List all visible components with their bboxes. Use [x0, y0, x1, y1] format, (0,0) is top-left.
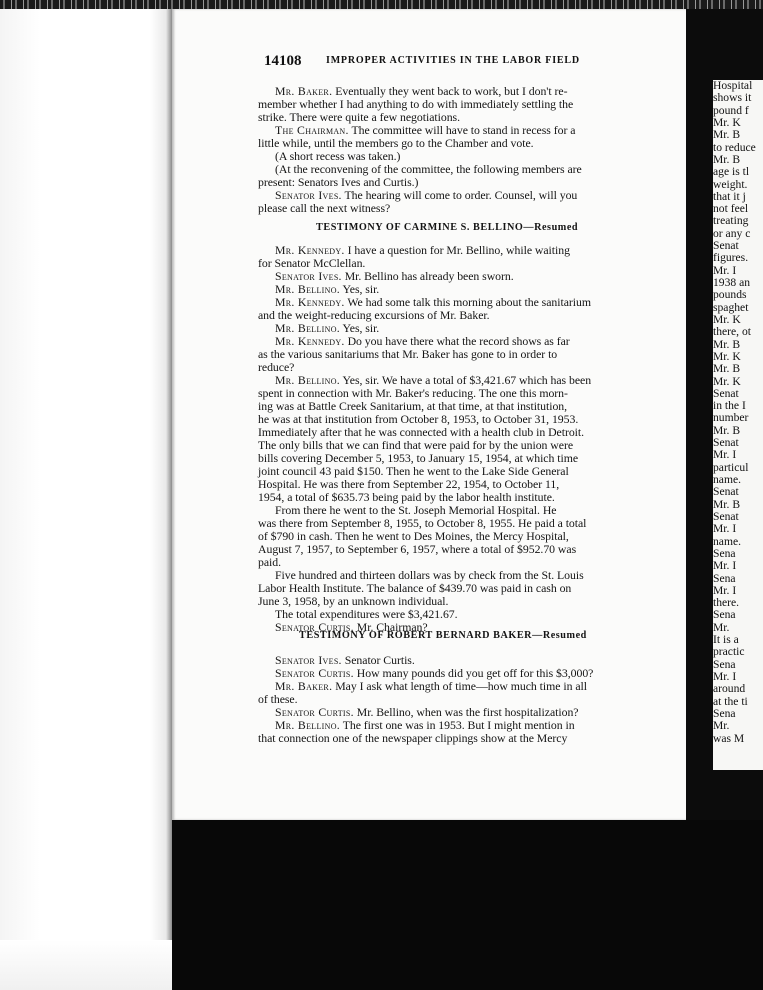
facing-page-line: Mr. B — [713, 423, 741, 437]
text-line: strike. There were quite a few negotiations. — [258, 110, 460, 124]
text-line: From there he went to the St. Joseph Memorial Hospital. He — [275, 503, 557, 517]
text-line: Five hundred and thirteen dollars was by check from the St. Louis — [275, 568, 584, 582]
text-line: little while, until the members go to the Chamber and vote. — [258, 136, 534, 150]
text-line: ing was at Battle Creek Sanitarium, at that time, at that institution, — [258, 399, 568, 413]
facing-page-line: Mr. K — [713, 349, 741, 363]
text-line: (At the reconvening of the committee, the following members are — [275, 162, 582, 176]
facing-page-line: Sena — [713, 571, 736, 585]
line-text: Yes, sir. — [340, 321, 380, 335]
facing-page-line: pound f — [713, 103, 749, 117]
speaker-name: Mr. Bellino. — [275, 321, 341, 335]
text-line: 1954, a total of $635.73 being paid by the labor health institute. — [258, 490, 555, 504]
line-text: I have a question for Mr. Bellino, while waiting — [344, 243, 570, 257]
speaker-name: Mr. Bellino. — [275, 282, 341, 296]
line-text: Do you have there what the record shows as far — [344, 334, 570, 348]
facing-page-line: Mr. I — [713, 559, 737, 573]
line-text: The committee will have to stand in recess for a — [348, 123, 576, 137]
text-line: was there from September 8, 1955, to October 8, 1955. He paid a total — [258, 516, 587, 530]
text-line: present: Senators Ives and Curtis.) — [258, 175, 419, 189]
facing-page-line: or any c — [713, 226, 751, 240]
facing-page-line: practic — [713, 645, 745, 659]
facing-page-line: Mr. B — [713, 337, 741, 351]
text-line: (A short recess was taken.) — [275, 149, 401, 163]
text-line: The only bills that we can find that were paid for by the union were — [258, 438, 574, 452]
page-header — [264, 53, 664, 69]
speaker-name: Senator Curtis. — [275, 666, 354, 680]
scan-top-edge — [0, 0, 763, 9]
facing-page-line: weight. — [713, 177, 748, 191]
facing-page-line: Hospital — [713, 80, 753, 92]
text-line: of these. — [258, 692, 298, 706]
facing-page-line: Mr. I — [713, 670, 737, 683]
facing-page-line: shows it — [713, 91, 752, 105]
facing-page-line: Mr. K — [713, 312, 741, 326]
facing-page-line: pounds — [713, 288, 747, 302]
speaker-name: Mr. Kennedy. — [275, 243, 345, 257]
speaker-name: Mr. Kennedy. — [275, 295, 345, 309]
facing-page-line: Senat — [713, 485, 739, 499]
facing-page-line: Sena — [713, 546, 736, 560]
facing-page-line: Mr. K — [713, 115, 741, 129]
section-heading: TESTIMONY OF ROBERT BERNARD BAKER—Resumed — [299, 630, 587, 641]
speaker-name: Mr. Bellino. — [275, 373, 341, 387]
text-line: and the weight-reducing excursions of Mr. Baker. — [258, 308, 490, 322]
line-text: The hearing will come to order. Counsel, will you — [341, 188, 578, 202]
facing-page-line: treating — [713, 214, 749, 228]
facing-page-line: 1938 an — [713, 276, 751, 289]
text-line: reduce? — [258, 360, 295, 374]
facing-page-line: age is tl — [713, 165, 750, 179]
facing-page-line: Sena — [713, 706, 736, 720]
facing-page-line: around — [713, 682, 746, 696]
speaker-name: Senator Curtis. — [275, 620, 354, 634]
facing-page-line: Mr. — [713, 719, 730, 733]
facing-page-line: in the I — [713, 399, 746, 413]
text-line: August 7, 1957, to September 6, 1957, where a total of $952.70 was — [258, 542, 577, 556]
facing-page-line: Mr. I — [713, 583, 737, 597]
speaker-name: Senator Ives. — [275, 269, 342, 283]
speaker-name: Senator Ives. — [275, 653, 342, 667]
facing-page-line: name. — [713, 534, 742, 548]
text-line: Immediately after that he was connected with a health club in Detroit. — [258, 425, 585, 439]
facing-page-line: to reduce — [713, 140, 756, 154]
line-text: Yes, sir. We have a total of $3,421.67 which has been — [340, 373, 592, 387]
facing-page-line: at the ti — [713, 694, 748, 708]
text-line: that connection one of the newspaper clippings show at the Mercy — [258, 731, 568, 745]
line-text: How many pounds did you get off for this $3,000? — [353, 666, 594, 680]
speaker-name: Senator Ives. — [275, 188, 342, 202]
speaker-name: Mr. Kennedy. — [275, 334, 345, 348]
running-title: IMPROPER ACTIVITIES IN THE LABOR FIELD — [326, 55, 580, 66]
facing-page-line: Mr. B — [713, 497, 741, 511]
text-line — [275, 679, 587, 694]
line-text: Mr. Bellino has already been sworn. — [341, 269, 514, 283]
line-text: The first one was in 1953. But I might mention in — [340, 718, 575, 732]
facing-page-line: particul — [713, 460, 749, 474]
facing-page-line: It is a — [713, 633, 739, 647]
facing-page-line: Senat — [713, 509, 739, 523]
text-line: June 3, 1958, by an unknown individual. — [258, 594, 449, 608]
facing-page-line: there. — [713, 596, 740, 610]
facing-page-line: Mr. K — [713, 374, 741, 388]
text-line: please call the next witness? — [258, 201, 391, 215]
scan-left-margin — [0, 0, 172, 990]
page-number: 14108 — [264, 53, 302, 69]
facing-page-line: Senat — [713, 239, 739, 253]
text-line: for Senator McClellan. — [258, 256, 366, 270]
facing-page-line: name. — [713, 473, 742, 486]
facing-page-line: Mr. I — [713, 522, 737, 536]
speaker-name: Mr. Bellino. — [275, 718, 341, 732]
facing-page-line: Senat — [713, 386, 739, 400]
facing-page-line: Mr. — [713, 620, 730, 634]
facing-page-line: Mr. B — [713, 152, 741, 166]
scan-bottom-shadow — [172, 820, 763, 990]
text-line: bills covering December 5, 1953, to January 15, 1954, at which time — [258, 451, 579, 465]
facing-page-fragment — [713, 80, 763, 770]
speaker-name: Mr. Baker. — [275, 679, 333, 693]
text-line: member whether I had anything to do with immediately settling the — [258, 97, 574, 111]
text-line: of $790 in cash. Then he went to Des Moines, the Mercy Hospital, — [258, 529, 569, 543]
text-line: Hospital. He was there from September 22, 1954, to October 11, — [258, 477, 560, 491]
facing-page-line: Sena — [713, 608, 736, 622]
facing-page-line: spaghet — [713, 300, 749, 314]
text-line: paid. — [258, 555, 282, 569]
line-text: May I ask what length of time—how much time in all — [332, 679, 587, 693]
facing-page-line: was M — [713, 731, 745, 745]
facing-page-line: there, ot — [713, 325, 751, 339]
facing-page-line: Mr. B — [713, 128, 741, 142]
line-text: Eventually they went back to work, but I don't re- — [332, 84, 568, 98]
line-text: Mr. Chairman? — [353, 620, 428, 634]
text-line: Labor Health Institute. The balance of $439.70 was paid in cash on — [258, 581, 572, 595]
facing-page-line: Mr. I — [713, 263, 737, 277]
line-text: Mr. Bellino, when was the first hospitalization? — [353, 705, 579, 719]
speaker-name: Mr. Baker. — [275, 84, 333, 98]
speaker-name: The Chairman. — [275, 123, 349, 137]
scan-bottom-margin — [0, 940, 172, 990]
text-line: he was at that institution from October 8, 1953, to October 31, 1953. — [258, 412, 579, 426]
line-text: We had some talk this morning about the sanitarium — [344, 295, 591, 309]
facing-page-line: Mr. B — [713, 362, 741, 376]
text-line: joint council 43 paid $150. Then he went to the Lake Side General — [258, 464, 569, 478]
text-line: The total expenditures were $3,421.67. — [275, 607, 458, 621]
facing-page-line: Senat — [713, 436, 739, 450]
facing-page-line: not feel — [713, 202, 749, 216]
facing-page-line: that it j — [713, 189, 746, 203]
section-heading: TESTIMONY OF CARMINE S. BELLINO—Resumed — [316, 222, 579, 233]
line-text: Senator Curtis. — [341, 653, 415, 667]
facing-page-line: number — [713, 411, 749, 425]
text-line: spent in connection with Mr. Baker's reducing. The one this morn- — [258, 386, 568, 400]
facing-page-line: figures. — [713, 251, 749, 265]
line-text: Yes, sir. — [340, 282, 380, 296]
facing-page-line: Mr. I — [713, 448, 737, 462]
facing-page-line: Sena — [713, 657, 736, 671]
speaker-name: Senator Curtis. — [275, 705, 354, 719]
text-line: as the various sanitariums that Mr. Baker has gone to in order to — [258, 347, 558, 361]
